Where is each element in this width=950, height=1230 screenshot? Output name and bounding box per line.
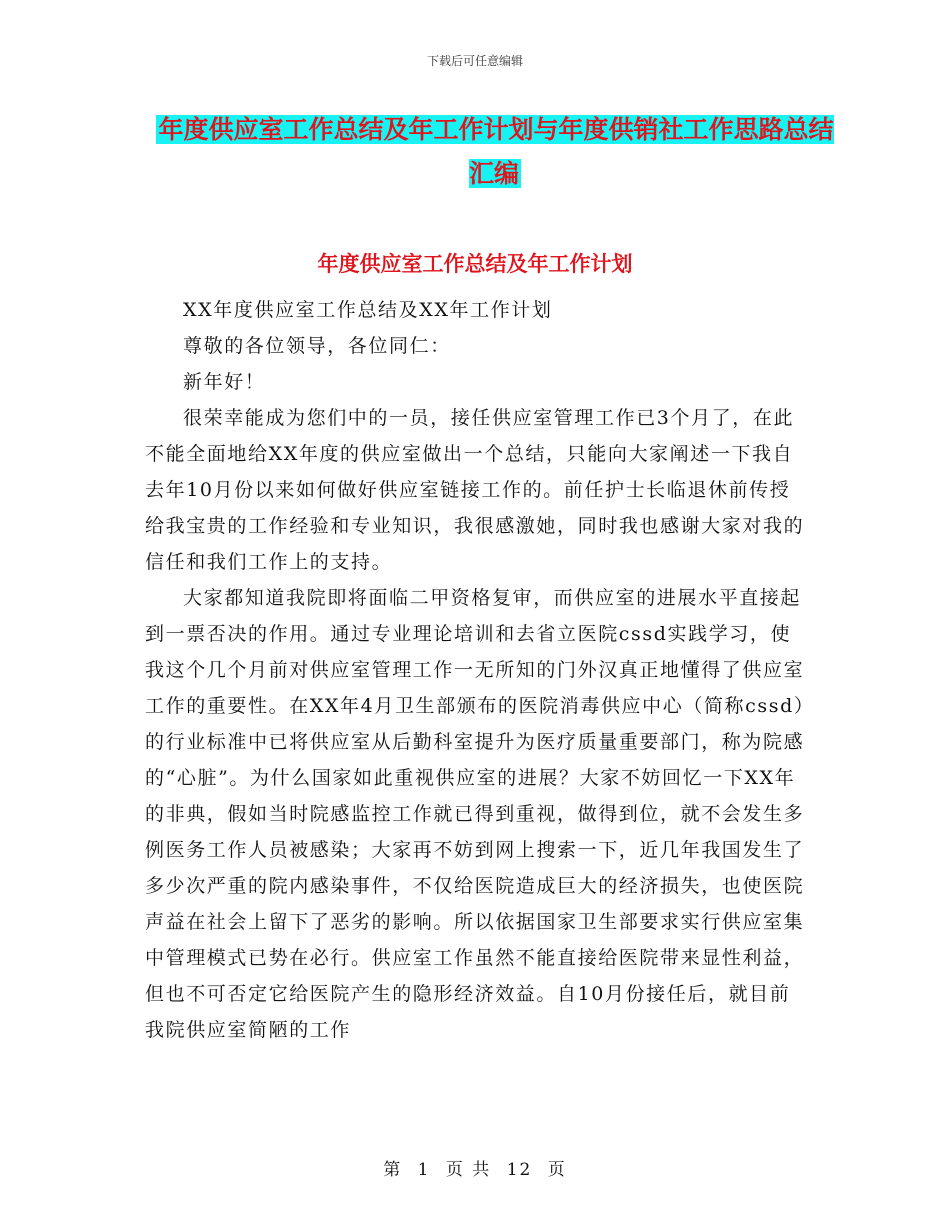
paragraph: 新年好！ bbox=[183, 371, 266, 393]
header-note: 下载后可任意编辑 bbox=[426, 54, 523, 68]
footer-suffix: 页 bbox=[547, 1160, 567, 1180]
paragraph: 很荣幸能成为您们中的一员，接任供应室管理工作已3个月了，在此不能全面地给XX年度的供应室做出一个总结，只能向大家阐述一下我自去年10月份以来如何做好供应室链接工作的。前任护士长临退休前传授给我宝贵的工作经验和专业知识，我很感激她，同时我也感谢大家对我的信任和我们工作上的支持。 bbox=[145, 407, 805, 573]
body-text bbox=[145, 292, 809, 1048]
page-footer bbox=[0, 1155, 950, 1180]
document-title-text: 年度供应室工作总结及年工作计划与年度供销社工作思路总结汇编 bbox=[158, 115, 834, 188]
paragraph: XX年度供应室工作总结及XX年工作计划 bbox=[183, 299, 553, 321]
footer-prefix: 第 bbox=[383, 1160, 403, 1180]
paragraph: 尊敬的各位领导，各位同仁： bbox=[183, 335, 451, 357]
section-title: 年度供应室工作总结及年工作计划 bbox=[317, 252, 633, 276]
paragraph: 大家都知道我院即将面临二甲资格复审，而供应室的进展水平直接起到一票否决的作用。通过专业理论培训和去省立医院cssd实践学习，使我这个几个月前对供应室管理工作一无所知的门外汉真正地懂得了供应室工作的重要性。在XX年4月卫生部颁布的医院消毒供应中心（简称cssd）的行业标准中已将供应室从后勤科室提升为医疗质量重要部门，称为院感的“心脏”。为什么国家如此重视供应室的进展？大家不妨回忆一下XX年的非典，假如当时院感监控工作就已得到重视，做得到位，就不会发生多例医务工作人员被感染；大家再不妨到网上搜索一下，近几年我国发生了多少次严重的院内感染事件，不仅给医院造成巨大的经济损失，也使医院声益在社会上留下了恶劣的影响。所以依据国家卫生部要求实行供应室集中管理模式已势在必行。供应室工作虽然不能直接给医院带来显性利益，但也不可否定它给医院产生的隐形经济效益。自10月份接任后，就目前我院供应室简陋的工作 bbox=[145, 587, 805, 1041]
page-number: 1 bbox=[417, 1160, 431, 1180]
document-title bbox=[150, 108, 840, 196]
footer-middle: 页 共 bbox=[445, 1160, 492, 1180]
page-total: 12 bbox=[506, 1160, 533, 1180]
